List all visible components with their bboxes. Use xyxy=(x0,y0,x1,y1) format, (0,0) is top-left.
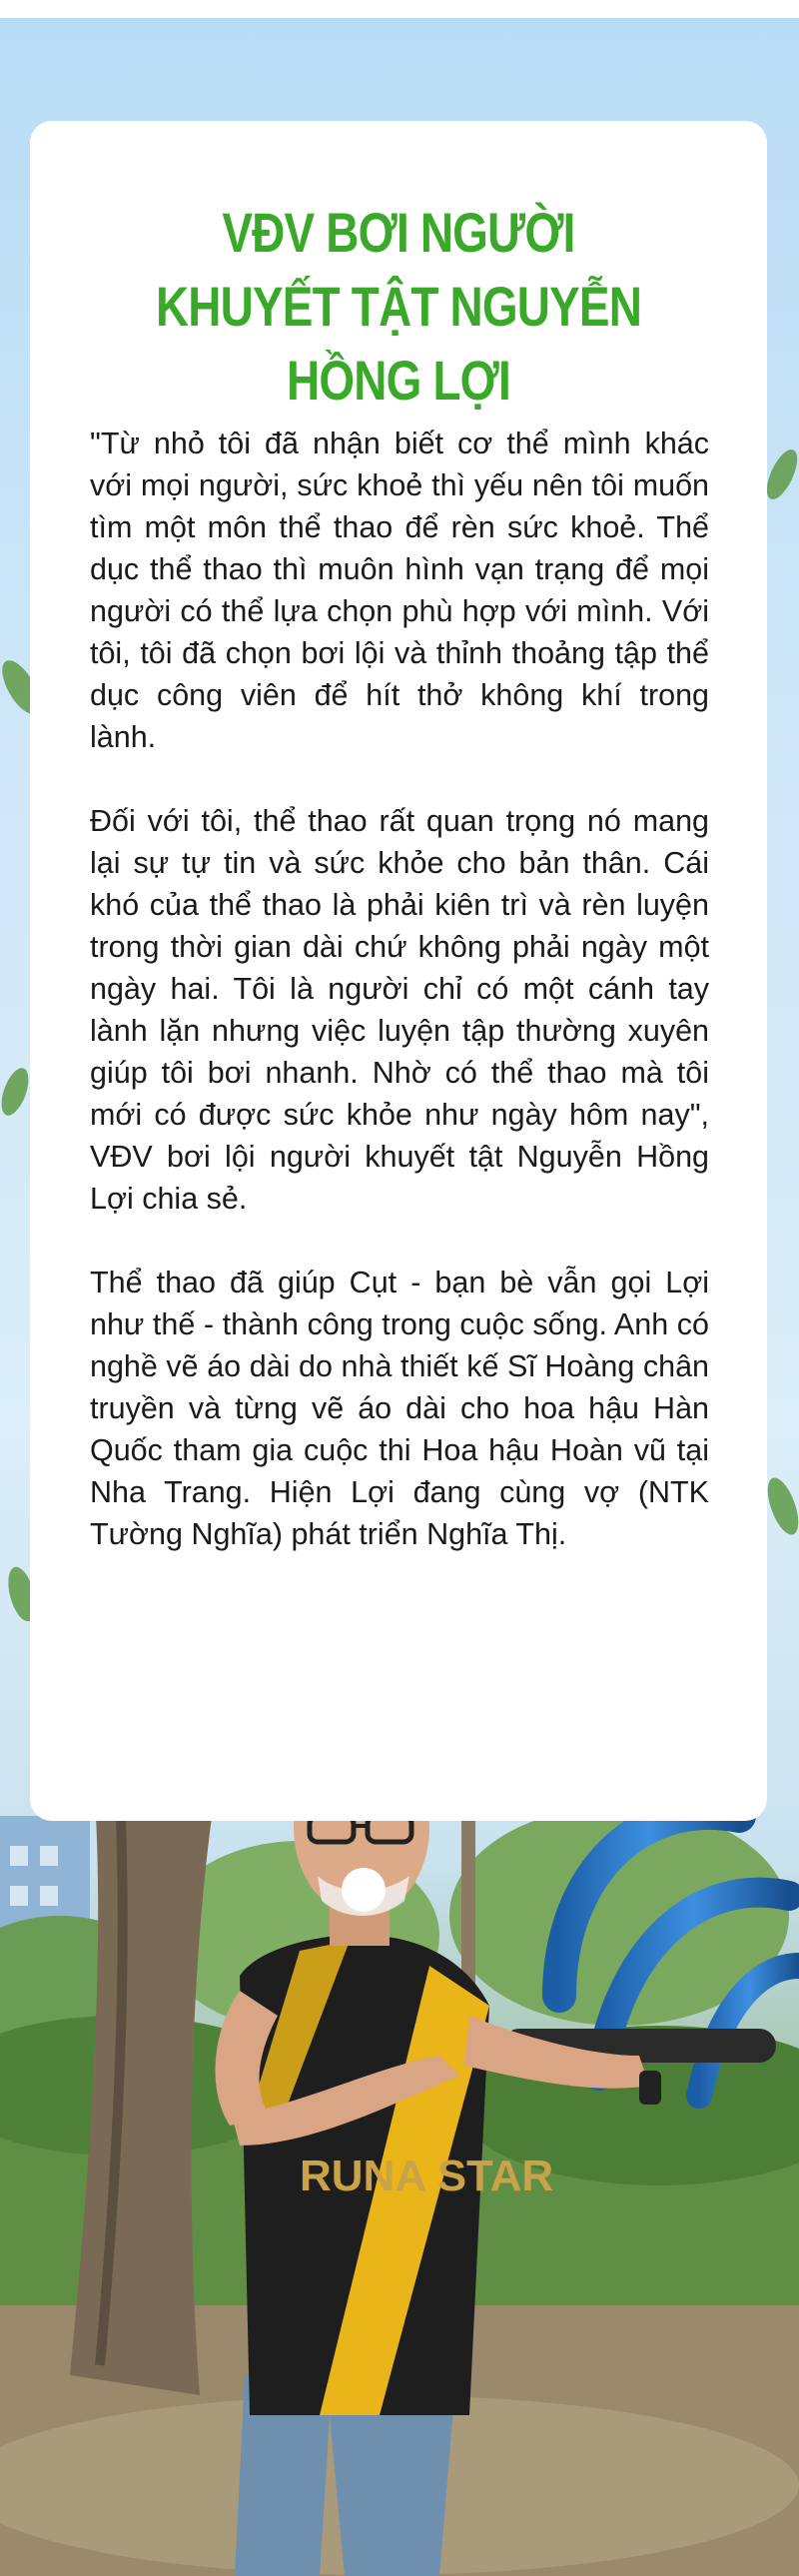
top-band xyxy=(0,0,799,18)
article-title: VĐV BƠI NGƯỜI KHUYẾT TẬT NGUYỄN HỒNG LỢI xyxy=(155,201,642,412)
article-card xyxy=(30,121,767,1821)
paragraph-1: "Từ nhỏ tôi đã nhận biết cơ thể mình khác với mọi người, sức khoẻ thì yếu nên tôi muốn tìm một môn thể thao để rèn sức khoẻ. Thể dục thể thao thì muôn hình vạn trạng để mọi người có thể lựa chọn phù hợp với mình. Với tôi, tôi đã chọn bơi lội và thỉnh thoảng tập thể dục công viên để hít thở không khí trong lành. xyxy=(90,427,709,754)
background-scene xyxy=(0,18,799,2576)
jersey-text: RUNA STAR xyxy=(300,2151,554,2200)
paragraph-2: Đối với tôi, thể thao rất quan trọng nó mang lại sự tự tin và sức khỏe cho bản thân. Cái khó của thể thao là phải kiên trì và rèn luyện trong thời gian dài chứ không phải ngày một ngày hai. Tôi là người chỉ có một cánh tay lành lặn nhưng việc luyện tập thường xuyên giúp tôi bơi nhanh. Nhờ có thể thao mà tôi mới có được sức khỏe như ngày hôm nay", VĐV bơi lội người khuyết tật Nguyễn Hồng Lợi chia sẻ. xyxy=(90,804,709,1216)
article-body xyxy=(90,423,709,1597)
paragraph-3: Thể thao đã giúp Cụt - bạn bè vẫn gọi Lợi như thế - thành công trong cuộc sống. Anh có nghề vẽ áo dài do nhà thiết kế Sĩ Hoàng chân truyền và từng vẽ áo dài cho hoa hậu Hàn Quốc tham gia cuộc thi Hoa hậu Hoàn vũ tại Nha Trang. Hiện Lợi đang cùng vợ (NTK Tường Nghĩa) phát triển Nghĩa Thị. xyxy=(90,1266,709,1551)
